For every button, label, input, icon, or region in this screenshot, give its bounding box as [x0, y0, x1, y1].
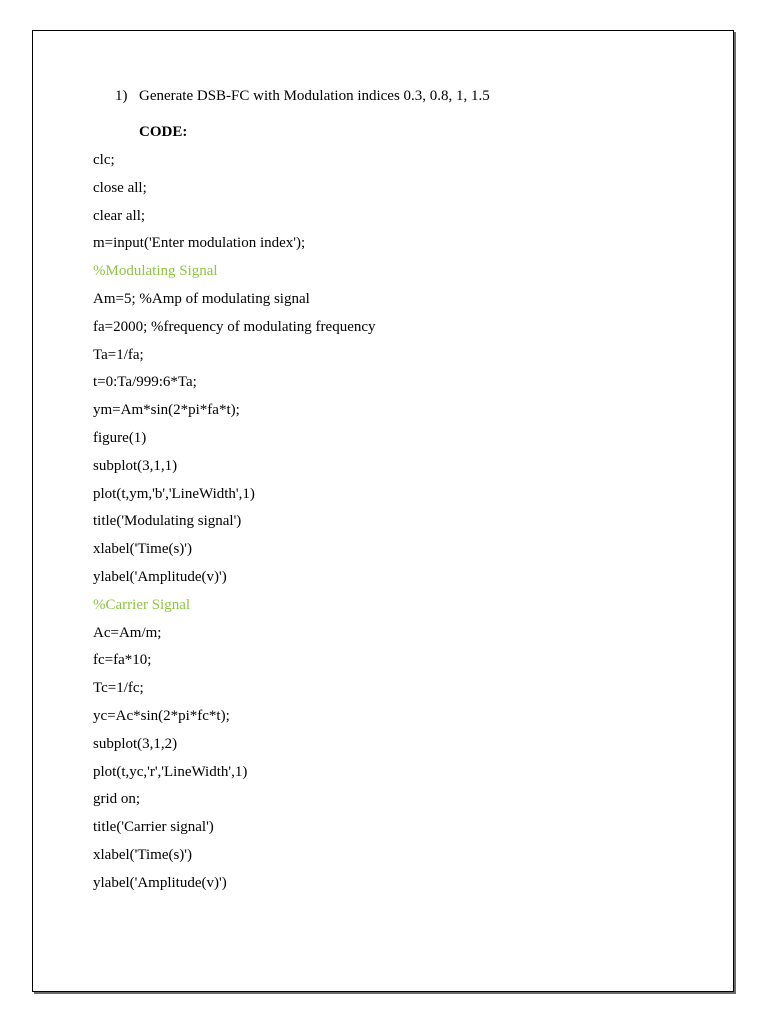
code-block	[93, 150, 376, 901]
code-line: m=input('Enter modulation index');	[93, 235, 306, 252]
code-line: subplot(3,1,1)	[93, 457, 178, 474]
code-line: title('Carrier signal')	[93, 819, 214, 836]
code-line: Ta=1/fa;	[93, 346, 144, 363]
code-line: close all;	[93, 179, 147, 196]
code-line: Ac=Am/m;	[93, 624, 162, 641]
code-line: ylabel('Amplitude(v)')	[93, 568, 227, 585]
code-line: fc=fa*10;	[93, 652, 152, 669]
code-line: Am=5; %Amp of modulating signal	[93, 290, 310, 307]
code-line: subplot(3,1,2)	[93, 735, 178, 752]
code-line: Tc=1/fc;	[93, 680, 144, 697]
code-label: CODE:	[139, 124, 188, 140]
code-line: plot(t,ym,'b','LineWidth',1)	[93, 485, 255, 502]
code-line: fa=2000; %frequency of modulating frequency	[93, 318, 376, 335]
code-line: grid on;	[93, 791, 141, 808]
code-line: t=0:Ta/999:6*Ta;	[93, 374, 197, 391]
code-line: title('Modulating signal')	[93, 513, 242, 530]
code-line: clc;	[93, 152, 115, 168]
code-line: plot(t,yc,'r','LineWidth',1)	[93, 763, 248, 780]
code-line: figure(1)	[93, 429, 147, 446]
question-number: 1)	[115, 88, 128, 104]
code-comment-line: %Modulating Signal	[93, 263, 218, 280]
code-comment-line: %Carrier Signal	[93, 596, 191, 613]
code-line: ym=Am*sin(2*pi*fa*t);	[93, 402, 240, 419]
code-line: yc=Ac*sin(2*pi*fc*t);	[93, 707, 230, 724]
code-line: ylabel('Amplitude(v)')	[93, 874, 227, 891]
code-line: xlabel('Time(s)')	[93, 541, 193, 558]
question-heading	[115, 86, 490, 106]
code-line: xlabel('Time(s)')	[93, 846, 193, 863]
question-text: Generate DSB-FC with Modulation indices 0.3, 0.8, 1, 1.5	[139, 88, 490, 104]
code-line: clear all;	[93, 207, 146, 224]
